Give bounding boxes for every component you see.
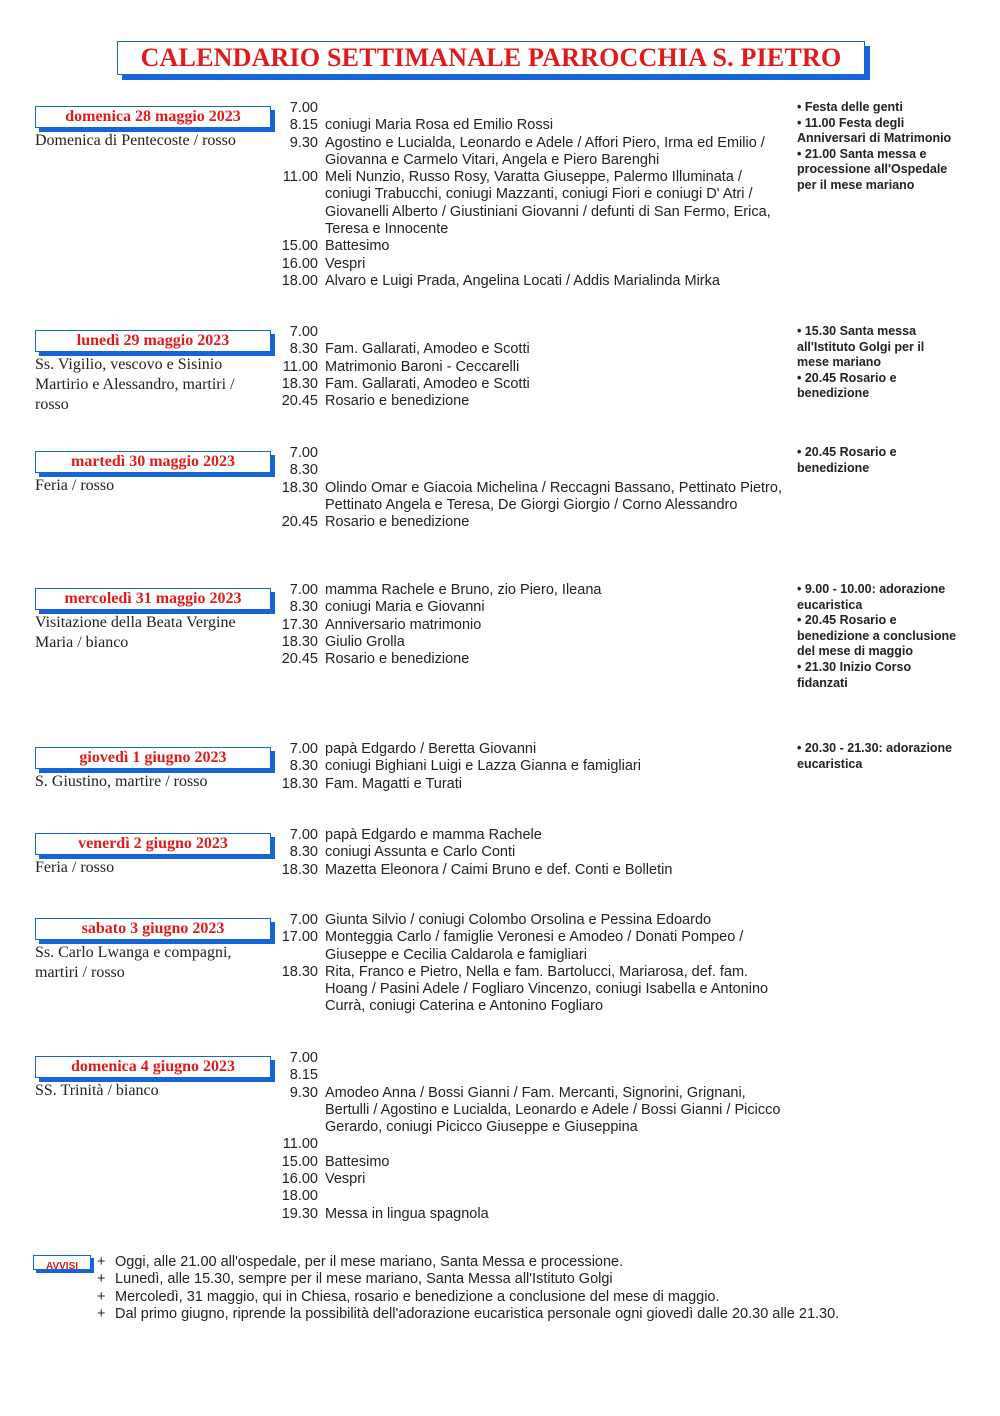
mass-row: [270, 169, 790, 238]
mass-intention: Fam. Gallarati, Amodeo e Scotti: [325, 375, 530, 392]
plus-icon: +: [97, 1271, 106, 1288]
day-date: domenica 4 giugno 2023: [70, 1058, 235, 1075]
day-date: mercoledì 31 maggio 2023: [64, 590, 242, 607]
mass-time: 18.30: [281, 861, 318, 878]
mass-time: 15.00: [281, 1153, 318, 1170]
day-note: • 21.30 Inizio Corso fidanzati: [797, 659, 912, 690]
mass-row: [270, 1085, 790, 1137]
day-liturgy: Visitazione della Beata Vergine Maria / bianco: [35, 614, 236, 651]
mass-row: [270, 514, 790, 531]
day-date: venerdì 2 giugno 2023: [78, 835, 228, 852]
mass-list: [270, 324, 790, 410]
mass-row: [270, 862, 790, 879]
mass-intention: Battesimo: [325, 238, 390, 255]
mass-intention: Giulio Grolla: [325, 633, 405, 650]
mass-list: [270, 1050, 790, 1223]
mass-time: 7.00: [289, 741, 318, 757]
mass-time: 17.30: [281, 616, 318, 633]
day-liturgy: S. Giustino, martire / rosso: [35, 773, 208, 790]
day-date: lunedì 29 maggio 2023: [76, 332, 230, 349]
avviso-text: Oggi, alle 21.00 all'ospedale, per il mese mariano, Santa Messa e processione.: [115, 1254, 624, 1270]
mass-time: 8.30: [289, 758, 318, 775]
mass-intention: Vespri: [325, 255, 366, 272]
day-notes: [797, 741, 957, 772]
mass-intention: Vespri: [325, 1171, 366, 1188]
mass-row: [270, 776, 790, 793]
mass-time: 18.30: [281, 633, 318, 650]
mass-row: [270, 617, 790, 634]
mass-time: 11.00: [282, 358, 318, 375]
mass-list: [270, 582, 790, 668]
mass-intention: Battesimo: [325, 1153, 390, 1170]
mass-time: 15.00: [281, 238, 318, 255]
day-liturgy: Domenica di Pentecoste / rosso: [35, 132, 236, 149]
mass-row: [270, 1136, 790, 1153]
mass-intention: mamma Rachele e Bruno, zio Piero, Ileana: [325, 582, 602, 598]
mass-intention: [318, 1067, 790, 1084]
day-note: • 20.45 Rosario e benedizione: [797, 370, 897, 401]
avviso-item: [97, 1306, 977, 1323]
day-note: • 11.00 Festa degli Anniversari di Matrimonio: [797, 115, 952, 146]
mass-time: 20.45: [281, 651, 318, 668]
mass-row: [270, 1188, 790, 1205]
mass-row: [270, 359, 790, 376]
mass-intention: [318, 1188, 790, 1205]
mass-intention: Messa in lingua spagnola: [325, 1205, 489, 1222]
day-notes: [797, 582, 957, 691]
day-date-box: [35, 451, 271, 473]
day-note: • 21.00 Santa messa e processione all'Ospedale per il mese mariano: [797, 146, 948, 192]
avviso-text: Lunedì, alle 15.30, sempre per il mese mariano, Santa Messa all'Istituto Golgi: [115, 1271, 613, 1288]
mass-intention: Amodeo Anna / Bossi Gianni / Fam. Mercanti, Signorini, Grignani, Bertulli / Agostino e Lucialda, Leonardo e Adele / Bossi Gianni / Picicco Gerardo, coniugi Picicco Giuseppe e Giuseppina: [325, 1084, 781, 1136]
avviso-item: [97, 1271, 977, 1288]
mass-time: 17.00: [281, 929, 318, 946]
mass-row: [270, 758, 790, 775]
day-note: • 15.30 Santa messa all'Istituto Golgi per il mese mariano: [797, 324, 925, 370]
day-date: giovedì 1 giugno 2023: [79, 749, 227, 766]
mass-time: 19.30: [281, 1205, 318, 1222]
mass-intention: Alvaro e Luigi Prada, Angelina Locati / Addis Marialinda Mirka: [325, 272, 720, 289]
day-note: • 20.45 Rosario e benedizione a conclusione del mese di maggio: [797, 613, 957, 659]
mass-time: 20.45: [281, 393, 318, 410]
avviso-item: [97, 1289, 977, 1306]
mass-row: [270, 341, 790, 358]
mass-row: [270, 844, 790, 861]
mass-list: [270, 912, 790, 1016]
mass-intention: [318, 324, 790, 341]
mass-time: 8.30: [289, 599, 318, 616]
mass-intention: papà Edgardo / Beretta Giovanni: [325, 741, 537, 757]
day-date-box: [35, 1056, 271, 1078]
mass-intention: [318, 462, 790, 479]
avviso-text: Mercoledì, 31 maggio, qui in Chiesa, rosario e benedizione a conclusione del mese di maggio.: [115, 1288, 720, 1305]
mass-intention: [318, 100, 790, 117]
mass-row: [270, 741, 790, 758]
mass-list: [270, 445, 790, 531]
mass-time: 18.30: [281, 775, 318, 792]
mass-time: 8.30: [289, 341, 318, 358]
day-note: • 20.30 - 21.30: adorazione eucaristica: [797, 741, 953, 771]
mass-row: [270, 445, 790, 462]
mass-time: 7.00: [289, 324, 318, 340]
mass-time: 7.00: [289, 100, 318, 116]
mass-row: [270, 135, 790, 170]
plus-icon: +: [97, 1288, 106, 1305]
day-date-box: [35, 106, 271, 128]
mass-time: 7.00: [289, 827, 318, 843]
day-date-box: [35, 918, 271, 940]
mass-time: 8.15: [289, 117, 318, 134]
mass-row: [270, 1050, 790, 1067]
mass-row: [270, 376, 790, 393]
mass-time: 18.00: [281, 1188, 318, 1205]
day-date-box: [35, 330, 271, 352]
mass-row: [270, 256, 790, 273]
mass-time: 16.00: [281, 1171, 318, 1188]
mass-intention: Monteggia Carlo / famiglie Veronesi e Amodeo / Donati Pompeo / Giuseppe e Cecilia Caldarola e famigliari: [325, 929, 744, 963]
mass-list: [270, 100, 790, 290]
mass-time: 9.30: [289, 1084, 318, 1101]
mass-row: [270, 273, 790, 290]
day-note: • 20.45 Rosario e benedizione: [797, 445, 897, 475]
mass-time: 9.30: [289, 134, 318, 151]
day-date-box: [35, 588, 271, 610]
mass-intention: Mazetta Eleonora / Caimi Bruno e def. Conti e Bolletin: [325, 861, 673, 878]
page-title: CALENDARIO SETTIMANALE PARROCCHIA S. PIETRO: [140, 43, 842, 72]
mass-intention: [318, 445, 790, 462]
avviso-item: [97, 1254, 977, 1271]
mass-row: [270, 238, 790, 255]
mass-row: [270, 634, 790, 651]
mass-intention: Rita, Franco e Pietro, Nella e fam. Bartolucci, Mariarosa, def. fam. Hoang / Pasini Adele / Fogliaro Vincenzo, coniugi Isabella e Antonino Currà, coniugi Caterina e Antonino Fogliaro: [325, 963, 769, 1015]
mass-time: 18.30: [281, 479, 318, 496]
mass-time: 7.00: [289, 1050, 318, 1066]
mass-intention: Agostino e Lucialda, Leonardo e Adele / Affori Piero, Irma ed Emilio / Giovanna e Carmelo Vitari, Angela e Piero Barenghi: [325, 134, 765, 168]
mass-time: 7.00: [289, 445, 318, 461]
day-notes: [797, 445, 957, 476]
day-date: sabato 3 giugno 2023: [81, 920, 225, 937]
mass-intention: Matrimonio Baroni - Ceccarelli: [325, 358, 520, 375]
mass-intention: Meli Nunzio, Russo Rosy, Varatta Giuseppe, Palermo Illuminata / coniugi Trabucchi, coniugi Mazzanti, coniugi Fiori e coniugi D' Atri / Giovanelli Alberto / Giustiniani Giovanni / defunti di San Fermo, Erica, Teresa e Innocente: [325, 169, 771, 238]
mass-row: [270, 462, 790, 479]
avvisi-label: AVVISI: [45, 1261, 79, 1272]
mass-intention: Olindo Omar e Giacoia Michelina / Reccagni Bassano, Pettinato Pietro, Pettinato Angela e Teresa, De Giorgi Giorgio / Corno Alessandro: [325, 479, 782, 513]
avvisi-list: [97, 1254, 977, 1323]
avviso-text: Dal primo giugno, riprende la possibilità dell'adorazione eucaristica personale ogni giovedì dalle 20.30 alle 21.30.: [115, 1305, 840, 1322]
mass-intention: coniugi Bighiani Luigi e Lazza Gianna e famigliari: [325, 758, 641, 775]
mass-time: 11.00: [282, 1136, 318, 1153]
mass-time: 8.30: [289, 462, 318, 479]
mass-intention: Fam. Gallarati, Amodeo e Scotti: [325, 341, 530, 358]
mass-row: [270, 827, 790, 844]
plus-icon: +: [97, 1305, 106, 1322]
mass-intention: coniugi Assunta e Carlo Conti: [325, 844, 516, 861]
day-liturgy: Feria / rosso: [35, 859, 115, 876]
mass-intention: [318, 1136, 790, 1153]
mass-time: 18.30: [281, 375, 318, 392]
mass-time: 8.15: [289, 1067, 318, 1084]
mass-row: [270, 651, 790, 668]
mass-intention: Rosario e benedizione: [325, 393, 470, 410]
mass-row: [270, 1067, 790, 1084]
mass-row: [270, 480, 790, 515]
mass-row: [270, 100, 790, 117]
mass-intention: Fam. Magatti e Turati: [325, 775, 462, 792]
mass-time: 18.30: [281, 963, 318, 980]
mass-row: [270, 599, 790, 616]
mass-intention: coniugi Maria Rosa ed Emilio Rossi: [325, 117, 554, 134]
mass-time: 7.00: [289, 582, 318, 598]
mass-row: [270, 964, 790, 1016]
mass-row: [270, 582, 790, 599]
mass-row: [270, 1206, 790, 1223]
avvisi-badge: [33, 1255, 91, 1270]
mass-row: [270, 912, 790, 929]
day-liturgy: SS. Trinità / bianco: [35, 1082, 159, 1099]
mass-row: [270, 393, 790, 410]
mass-time: 11.00: [282, 169, 318, 186]
day-notes: [797, 324, 957, 402]
mass-time: 8.30: [289, 844, 318, 861]
mass-row: [270, 117, 790, 134]
day-liturgy: Ss. Vigilio, vescovo e Sisinio Martirio e Alessandro, martiri / rosso: [35, 356, 235, 413]
mass-intention: Giunta Silvio / coniugi Colombo Orsolina e Pessina Edoardo: [325, 912, 712, 928]
mass-intention: Rosario e benedizione: [325, 514, 470, 531]
plus-icon: +: [97, 1254, 106, 1270]
day-liturgy: Ss. Carlo Lwanga e compagni, martiri / rosso: [35, 944, 232, 981]
mass-row: [270, 324, 790, 341]
mass-time: 16.00: [281, 255, 318, 272]
day-date: domenica 28 maggio 2023: [65, 108, 241, 125]
day-date: martedì 30 maggio 2023: [71, 453, 235, 470]
mass-intention: Rosario e benedizione: [325, 651, 470, 668]
mass-time: 20.45: [281, 514, 318, 531]
mass-row: [270, 929, 790, 964]
mass-intention: Anniversario matrimonio: [325, 616, 482, 633]
mass-row: [270, 1154, 790, 1171]
day-date-box: [35, 833, 271, 855]
day-liturgy: Feria / rosso: [35, 477, 115, 494]
mass-intention: [318, 1050, 790, 1067]
page-title-box: [117, 41, 865, 75]
mass-row: [270, 1171, 790, 1188]
mass-time: 18.00: [281, 272, 318, 289]
day-note: • 9.00 - 10.00: adorazione eucaristica: [797, 582, 946, 612]
mass-list: [270, 827, 790, 879]
day-date-box: [35, 747, 271, 769]
mass-time: 7.00: [289, 912, 318, 928]
mass-list: [270, 741, 790, 793]
mass-intention: papà Edgardo e mamma Rachele: [325, 827, 542, 843]
day-notes: [797, 100, 957, 194]
mass-intention: coniugi Maria e Giovanni: [325, 599, 485, 616]
day-note: • Festa delle genti: [797, 100, 903, 114]
